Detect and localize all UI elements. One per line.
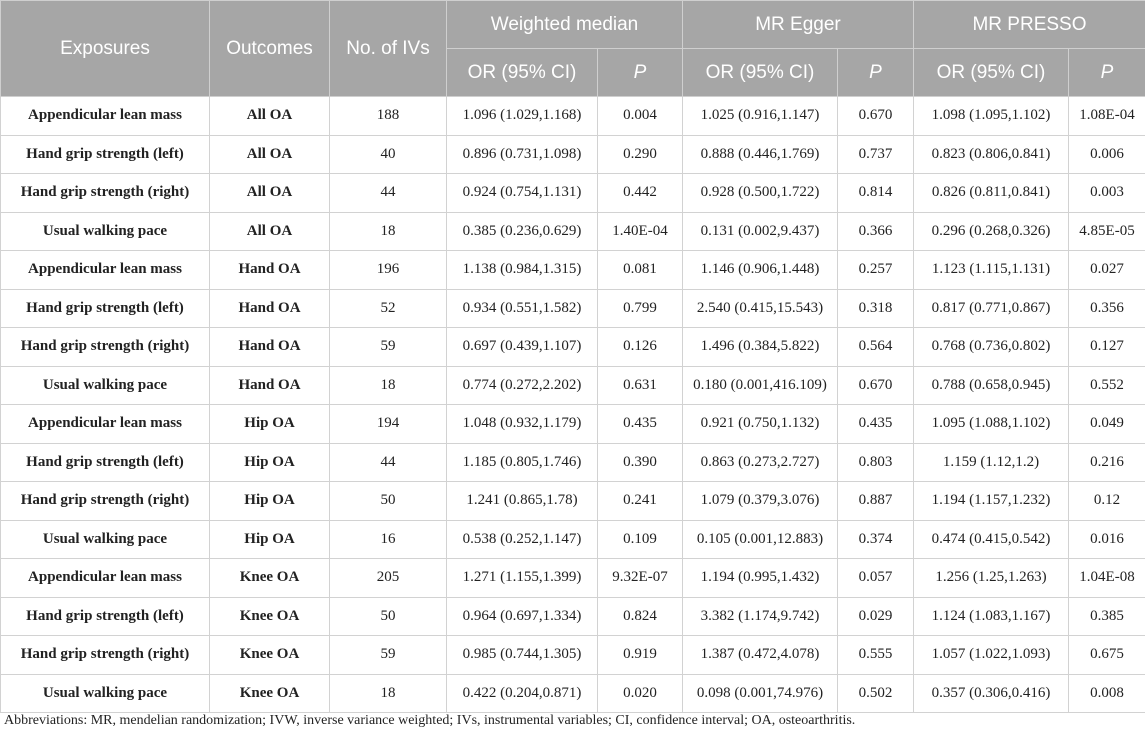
outcome-cell: Knee OA bbox=[210, 636, 330, 675]
presso-p-cell: 0.675 bbox=[1069, 636, 1145, 675]
exposure-cell: Hand grip strength (right) bbox=[1, 482, 210, 521]
egger-p-cell: 0.555 bbox=[838, 636, 914, 675]
wm-or-cell: 0.896 (0.731,1.098) bbox=[447, 135, 598, 174]
wm-p-cell: 0.435 bbox=[598, 405, 683, 444]
egger-or-cell: 1.194 (0.995,1.432) bbox=[683, 559, 838, 598]
table-row bbox=[1, 443, 1145, 482]
wm-p-cell: 0.290 bbox=[598, 135, 683, 174]
wm-p-cell: 0.241 bbox=[598, 482, 683, 521]
presso-or-cell: 0.768 (0.736,0.802) bbox=[914, 328, 1069, 367]
exposure-cell: Hand grip strength (left) bbox=[1, 443, 210, 482]
exposure-cell: Hand grip strength (left) bbox=[1, 289, 210, 328]
wm-p-cell: 0.919 bbox=[598, 636, 683, 675]
egger-p-cell: 0.435 bbox=[838, 405, 914, 444]
presso-or-cell: 0.826 (0.811,0.841) bbox=[914, 174, 1069, 213]
wm-or-cell: 0.697 (0.439,1.107) bbox=[447, 328, 598, 367]
num-ivs-cell: 18 bbox=[330, 674, 447, 713]
egger-or-cell: 1.079 (0.379,3.076) bbox=[683, 482, 838, 521]
table-row bbox=[1, 597, 1145, 636]
wm-p-cell: 0.126 bbox=[598, 328, 683, 367]
egger-or-cell: 0.888 (0.446,1.769) bbox=[683, 135, 838, 174]
wm-p-cell: 0.631 bbox=[598, 366, 683, 405]
egger-or-cell: 0.180 (0.001,416.109) bbox=[683, 366, 838, 405]
egger-p-cell: 0.366 bbox=[838, 212, 914, 251]
presso-p-cell: 0.008 bbox=[1069, 674, 1145, 713]
egger-p-cell: 0.670 bbox=[838, 97, 914, 136]
table-row bbox=[1, 520, 1145, 559]
num-ivs-cell: 44 bbox=[330, 443, 447, 482]
egger-p-cell: 0.257 bbox=[838, 251, 914, 290]
header-num-ivs: No. of IVs bbox=[330, 1, 447, 97]
outcome-cell: Hip OA bbox=[210, 520, 330, 559]
wm-p-cell: 0.824 bbox=[598, 597, 683, 636]
presso-or-cell: 0.296 (0.268,0.326) bbox=[914, 212, 1069, 251]
egger-or-cell: 1.146 (0.906,1.448) bbox=[683, 251, 838, 290]
egger-or-cell: 3.382 (1.174,9.742) bbox=[683, 597, 838, 636]
egger-or-cell: 1.387 (0.472,4.078) bbox=[683, 636, 838, 675]
wm-or-cell: 1.241 (0.865,1.78) bbox=[447, 482, 598, 521]
table-row bbox=[1, 212, 1145, 251]
outcome-cell: Hand OA bbox=[210, 251, 330, 290]
egger-or-cell: 0.863 (0.273,2.727) bbox=[683, 443, 838, 482]
wm-or-cell: 0.985 (0.744,1.305) bbox=[447, 636, 598, 675]
wm-or-cell: 1.138 (0.984,1.315) bbox=[447, 251, 598, 290]
presso-p-cell: 0.049 bbox=[1069, 405, 1145, 444]
presso-p-cell: 4.85E-05 bbox=[1069, 212, 1145, 251]
header-weighted-median: Weighted median bbox=[447, 1, 683, 49]
egger-or-cell: 0.131 (0.002,9.437) bbox=[683, 212, 838, 251]
table-body bbox=[1, 97, 1145, 713]
exposure-cell: Appendicular lean mass bbox=[1, 251, 210, 290]
table-row bbox=[1, 135, 1145, 174]
num-ivs-cell: 196 bbox=[330, 251, 447, 290]
wm-p-cell: 0.799 bbox=[598, 289, 683, 328]
outcome-cell: Hand OA bbox=[210, 366, 330, 405]
table-header bbox=[1, 1, 1145, 97]
wm-or-cell: 1.185 (0.805,1.746) bbox=[447, 443, 598, 482]
egger-p-cell: 0.670 bbox=[838, 366, 914, 405]
table-row bbox=[1, 674, 1145, 713]
presso-p-cell: 1.04E-08 bbox=[1069, 559, 1145, 598]
table-row bbox=[1, 559, 1145, 598]
wm-or-cell: 0.422 (0.204,0.871) bbox=[447, 674, 598, 713]
outcome-cell: Knee OA bbox=[210, 674, 330, 713]
presso-or-cell: 1.159 (1.12,1.2) bbox=[914, 443, 1069, 482]
egger-p-cell: 0.737 bbox=[838, 135, 914, 174]
egger-or-cell: 2.540 (0.415,15.543) bbox=[683, 289, 838, 328]
wm-or-cell: 0.538 (0.252,1.147) bbox=[447, 520, 598, 559]
num-ivs-cell: 188 bbox=[330, 97, 447, 136]
wm-p-cell: 0.020 bbox=[598, 674, 683, 713]
header-wm-p: P bbox=[598, 49, 683, 97]
outcome-cell: All OA bbox=[210, 97, 330, 136]
presso-or-cell: 0.788 (0.658,0.945) bbox=[914, 366, 1069, 405]
wm-or-cell: 0.934 (0.551,1.582) bbox=[447, 289, 598, 328]
egger-or-cell: 0.098 (0.001,74.976) bbox=[683, 674, 838, 713]
presso-or-cell: 0.817 (0.771,0.867) bbox=[914, 289, 1069, 328]
exposure-cell: Hand grip strength (right) bbox=[1, 174, 210, 213]
header-wm-or: OR (95% CI) bbox=[447, 49, 598, 97]
header-presso-or: OR (95% CI) bbox=[914, 49, 1069, 97]
outcome-cell: Knee OA bbox=[210, 597, 330, 636]
outcome-cell: Hand OA bbox=[210, 289, 330, 328]
presso-p-cell: 0.016 bbox=[1069, 520, 1145, 559]
header-presso-p: P bbox=[1069, 49, 1145, 97]
egger-or-cell: 0.928 (0.500,1.722) bbox=[683, 174, 838, 213]
presso-p-cell: 0.12 bbox=[1069, 482, 1145, 521]
wm-p-cell: 0.004 bbox=[598, 97, 683, 136]
egger-p-cell: 0.564 bbox=[838, 328, 914, 367]
exposure-cell: Hand grip strength (right) bbox=[1, 636, 210, 675]
exposure-cell: Hand grip strength (left) bbox=[1, 135, 210, 174]
exposure-cell: Usual walking pace bbox=[1, 674, 210, 713]
presso-p-cell: 0.385 bbox=[1069, 597, 1145, 636]
num-ivs-cell: 194 bbox=[330, 405, 447, 444]
presso-p-cell: 0.216 bbox=[1069, 443, 1145, 482]
table-row bbox=[1, 636, 1145, 675]
egger-p-cell: 0.029 bbox=[838, 597, 914, 636]
table-row bbox=[1, 174, 1145, 213]
exposure-cell: Appendicular lean mass bbox=[1, 405, 210, 444]
presso-p-cell: 0.006 bbox=[1069, 135, 1145, 174]
presso-or-cell: 1.095 (1.088,1.102) bbox=[914, 405, 1069, 444]
wm-or-cell: 0.774 (0.272,2.202) bbox=[447, 366, 598, 405]
num-ivs-cell: 59 bbox=[330, 328, 447, 367]
table-row bbox=[1, 97, 1145, 136]
outcome-cell: Hip OA bbox=[210, 443, 330, 482]
wm-or-cell: 0.924 (0.754,1.131) bbox=[447, 174, 598, 213]
num-ivs-cell: 52 bbox=[330, 289, 447, 328]
header-egger-p: P bbox=[838, 49, 914, 97]
num-ivs-cell: 40 bbox=[330, 135, 447, 174]
header-mr-presso: MR PRESSO bbox=[914, 1, 1145, 49]
table-footnote: Abbreviations: MR, mendelian randomization; IVW, inverse variance weighted; IVs, instrumental variables; CI, confidence interval; OA, osteoarthritis. bbox=[4, 713, 856, 728]
num-ivs-cell: 44 bbox=[330, 174, 447, 213]
num-ivs-cell: 50 bbox=[330, 482, 447, 521]
presso-p-cell: 1.08E-04 bbox=[1069, 97, 1145, 136]
outcome-cell: Knee OA bbox=[210, 559, 330, 598]
egger-p-cell: 0.502 bbox=[838, 674, 914, 713]
presso-or-cell: 0.823 (0.806,0.841) bbox=[914, 135, 1069, 174]
egger-or-cell: 0.921 (0.750,1.132) bbox=[683, 405, 838, 444]
exposure-cell: Usual walking pace bbox=[1, 520, 210, 559]
exposure-cell: Usual walking pace bbox=[1, 366, 210, 405]
outcome-cell: Hand OA bbox=[210, 328, 330, 367]
wm-p-cell: 0.109 bbox=[598, 520, 683, 559]
header-outcomes: Outcomes bbox=[210, 1, 330, 97]
num-ivs-cell: 59 bbox=[330, 636, 447, 675]
wm-or-cell: 1.271 (1.155,1.399) bbox=[447, 559, 598, 598]
outcome-cell: Hip OA bbox=[210, 405, 330, 444]
exposure-cell: Appendicular lean mass bbox=[1, 559, 210, 598]
egger-p-cell: 0.887 bbox=[838, 482, 914, 521]
egger-p-cell: 0.374 bbox=[838, 520, 914, 559]
header-exposures: Exposures bbox=[1, 1, 210, 97]
outcome-cell: All OA bbox=[210, 135, 330, 174]
presso-or-cell: 0.357 (0.306,0.416) bbox=[914, 674, 1069, 713]
outcome-cell: Hip OA bbox=[210, 482, 330, 521]
num-ivs-cell: 18 bbox=[330, 212, 447, 251]
presso-p-cell: 0.127 bbox=[1069, 328, 1145, 367]
presso-or-cell: 1.124 (1.083,1.167) bbox=[914, 597, 1069, 636]
presso-or-cell: 1.256 (1.25,1.263) bbox=[914, 559, 1069, 598]
outcome-cell: All OA bbox=[210, 174, 330, 213]
header-egger-or: OR (95% CI) bbox=[683, 49, 838, 97]
num-ivs-cell: 16 bbox=[330, 520, 447, 559]
wm-p-cell: 0.081 bbox=[598, 251, 683, 290]
table-row bbox=[1, 289, 1145, 328]
header-mr-egger: MR Egger bbox=[683, 1, 914, 49]
num-ivs-cell: 205 bbox=[330, 559, 447, 598]
exposure-cell: Hand grip strength (left) bbox=[1, 597, 210, 636]
wm-or-cell: 0.964 (0.697,1.334) bbox=[447, 597, 598, 636]
egger-p-cell: 0.814 bbox=[838, 174, 914, 213]
exposure-cell: Appendicular lean mass bbox=[1, 97, 210, 136]
egger-or-cell: 0.105 (0.001,12.883) bbox=[683, 520, 838, 559]
presso-or-cell: 0.474 (0.415,0.542) bbox=[914, 520, 1069, 559]
egger-or-cell: 1.496 (0.384,5.822) bbox=[683, 328, 838, 367]
outcome-cell: All OA bbox=[210, 212, 330, 251]
presso-p-cell: 0.003 bbox=[1069, 174, 1145, 213]
egger-or-cell: 1.025 (0.916,1.147) bbox=[683, 97, 838, 136]
wm-p-cell: 0.390 bbox=[598, 443, 683, 482]
table-row bbox=[1, 366, 1145, 405]
presso-or-cell: 1.123 (1.115,1.131) bbox=[914, 251, 1069, 290]
egger-p-cell: 0.803 bbox=[838, 443, 914, 482]
presso-or-cell: 1.098 (1.095,1.102) bbox=[914, 97, 1069, 136]
egger-p-cell: 0.318 bbox=[838, 289, 914, 328]
presso-p-cell: 0.027 bbox=[1069, 251, 1145, 290]
num-ivs-cell: 18 bbox=[330, 366, 447, 405]
table-row bbox=[1, 328, 1145, 367]
wm-or-cell: 1.096 (1.029,1.168) bbox=[447, 97, 598, 136]
num-ivs-cell: 50 bbox=[330, 597, 447, 636]
table-row bbox=[1, 405, 1145, 444]
presso-or-cell: 1.057 (1.022,1.093) bbox=[914, 636, 1069, 675]
wm-p-cell: 0.442 bbox=[598, 174, 683, 213]
wm-or-cell: 1.048 (0.932,1.179) bbox=[447, 405, 598, 444]
exposure-cell: Hand grip strength (right) bbox=[1, 328, 210, 367]
presso-p-cell: 0.356 bbox=[1069, 289, 1145, 328]
wm-or-cell: 0.385 (0.236,0.629) bbox=[447, 212, 598, 251]
table-row bbox=[1, 251, 1145, 290]
wm-p-cell: 1.40E-04 bbox=[598, 212, 683, 251]
exposure-cell: Usual walking pace bbox=[1, 212, 210, 251]
table-row bbox=[1, 482, 1145, 521]
presso-p-cell: 0.552 bbox=[1069, 366, 1145, 405]
egger-p-cell: 0.057 bbox=[838, 559, 914, 598]
presso-or-cell: 1.194 (1.157,1.232) bbox=[914, 482, 1069, 521]
wm-p-cell: 9.32E-07 bbox=[598, 559, 683, 598]
